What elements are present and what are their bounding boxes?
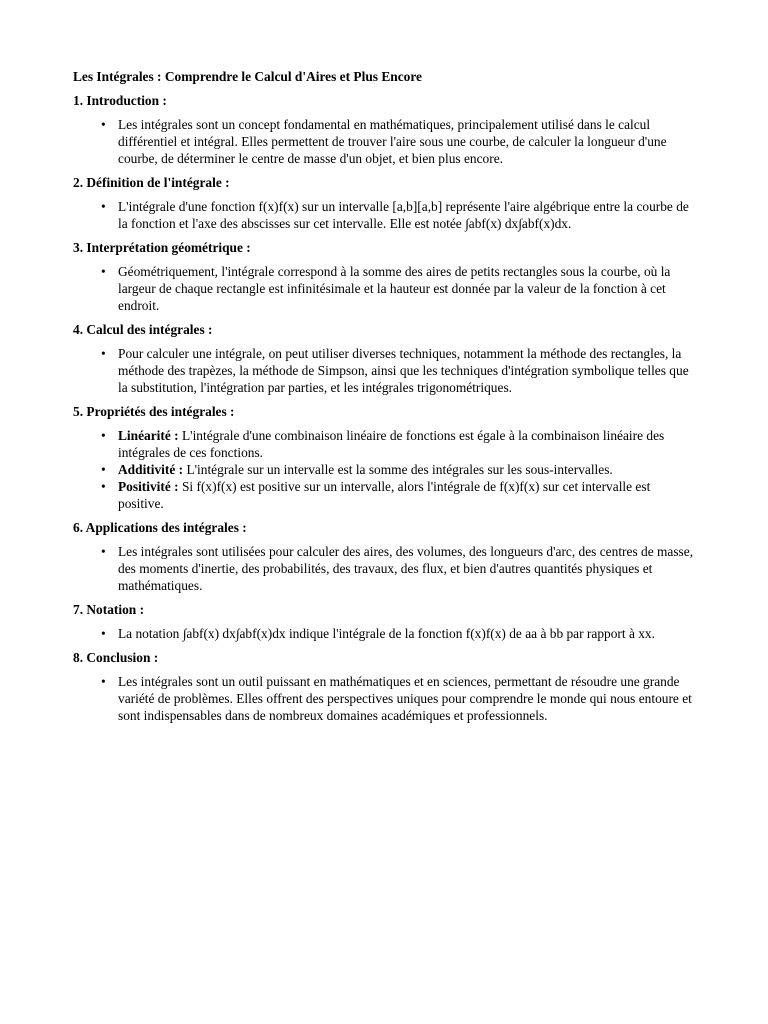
item-label: Positivité : bbox=[118, 479, 179, 494]
list-item bbox=[73, 478, 698, 512]
bullet-list bbox=[73, 543, 698, 594]
item-text: L'intégrale d'une combinaison linéaire de fonctions est égale à la combinaison linéaire des intégrales de ces fonctions. bbox=[118, 428, 665, 460]
section-heading: 5. Propriétés des intégrales : bbox=[73, 404, 235, 419]
list-item bbox=[73, 198, 698, 232]
bullet-list bbox=[73, 345, 698, 396]
bullet-icon: • bbox=[101, 479, 106, 494]
bullet-list bbox=[73, 116, 698, 167]
bullet-list bbox=[73, 427, 698, 512]
item-label: Linéarité : bbox=[118, 428, 179, 443]
item-text: Pour calculer une intégrale, on peut utiliser diverses techniques, notamment la méthode des rectangles, la méthode des trapèzes, la méthode de Simpson, ainsi que les techniques d'intégration symbolique telles que la substitution, l'intégration par parties, et les intégrales trigonométriques. bbox=[118, 346, 689, 395]
section-heading: 6. Applications des intégrales : bbox=[73, 520, 247, 535]
item-text: L'intégrale d'une fonction f(x)f(x) sur un intervalle [a,b][a,b] représente l'aire algébrique entre la courbe de la fonction et l'axe des abscisses sur cet intervalle. Elle est notée ∫abf(x) dx∫abf(x)dx. bbox=[118, 199, 689, 231]
bullet-icon: • bbox=[101, 346, 106, 361]
item-text: L'intégrale sur un intervalle est la somme des intégrales sur les sous-intervalles. bbox=[186, 462, 613, 477]
item-text: Géométriquement, l'intégrale correspond à la somme des aires de petits rectangles sous la courbe, où la largeur de chaque rectangle est infinitésimale et la hauteur est donnée par la valeur de la fonction à cet endroit. bbox=[118, 264, 671, 313]
section-heading: 4. Calcul des intégrales : bbox=[73, 322, 213, 337]
list-item bbox=[73, 345, 698, 396]
item-text: Les intégrales sont un outil puissant en mathématiques et en sciences, permettant de résoudre une grande variété de problèmes. Elles offrent des perspectives uniques pour comprendre le monde qui nous entoure et sont indispensables dans de nombreux domaines académiques et professionnels. bbox=[118, 674, 692, 723]
bullet-list bbox=[73, 673, 698, 724]
item-text: Les intégrales sont un concept fondamental en mathématiques, principalement utilisé dans le calcul différentiel et intégral. Elles permettent de trouver l'aire sous une courbe, de calculer la longueur d'une courbe, de déterminer le centre de masse d'un objet, et bien plus encore. bbox=[118, 117, 667, 166]
list-item bbox=[73, 461, 698, 478]
item-text: Les intégrales sont utilisées pour calculer des aires, des volumes, des longueurs d'arc, des centres de masse, des moments d'inertie, des probabilités, des travaux, des flux, et bien d'autres quantités physiques et mathématiques. bbox=[118, 544, 694, 593]
section-heading: 2. Définition de l'intégrale : bbox=[73, 175, 230, 190]
item-text: Si f(x)f(x) est positive sur un intervalle, alors l'intégrale de f(x)f(x) sur cet intervalle est positive. bbox=[118, 479, 651, 511]
bullet-icon: • bbox=[101, 544, 106, 559]
bullet-icon: • bbox=[101, 264, 106, 279]
section-heading: 1. Introduction : bbox=[73, 93, 167, 108]
bullet-icon: • bbox=[101, 674, 106, 689]
bullet-icon: • bbox=[101, 462, 106, 477]
bullet-icon: • bbox=[101, 626, 106, 641]
list-item bbox=[73, 625, 698, 642]
list-item bbox=[73, 116, 698, 167]
section-heading: 8. Conclusion : bbox=[73, 650, 159, 665]
document-body bbox=[73, 68, 698, 731]
bullet-list bbox=[73, 625, 698, 642]
list-item bbox=[73, 263, 698, 314]
section-heading: 7. Notation : bbox=[73, 602, 145, 617]
bullet-list bbox=[73, 263, 698, 314]
list-item bbox=[73, 427, 698, 461]
bullet-icon: • bbox=[101, 199, 106, 214]
section-heading: 3. Interprétation géométrique : bbox=[73, 240, 251, 255]
list-item bbox=[73, 673, 698, 724]
bullet-icon: • bbox=[101, 428, 106, 443]
item-label: Additivité : bbox=[118, 462, 184, 477]
list-item bbox=[73, 543, 698, 594]
item-text: La notation ∫abf(x) dx∫abf(x)dx indique l'intégrale de la fonction f(x)f(x) de aa à bb par rapport à xx. bbox=[118, 626, 655, 641]
bullet-list bbox=[73, 198, 698, 232]
document-title: Les Intégrales : Comprendre le Calcul d'Aires et Plus Encore bbox=[73, 69, 422, 84]
bullet-icon: • bbox=[101, 117, 106, 132]
